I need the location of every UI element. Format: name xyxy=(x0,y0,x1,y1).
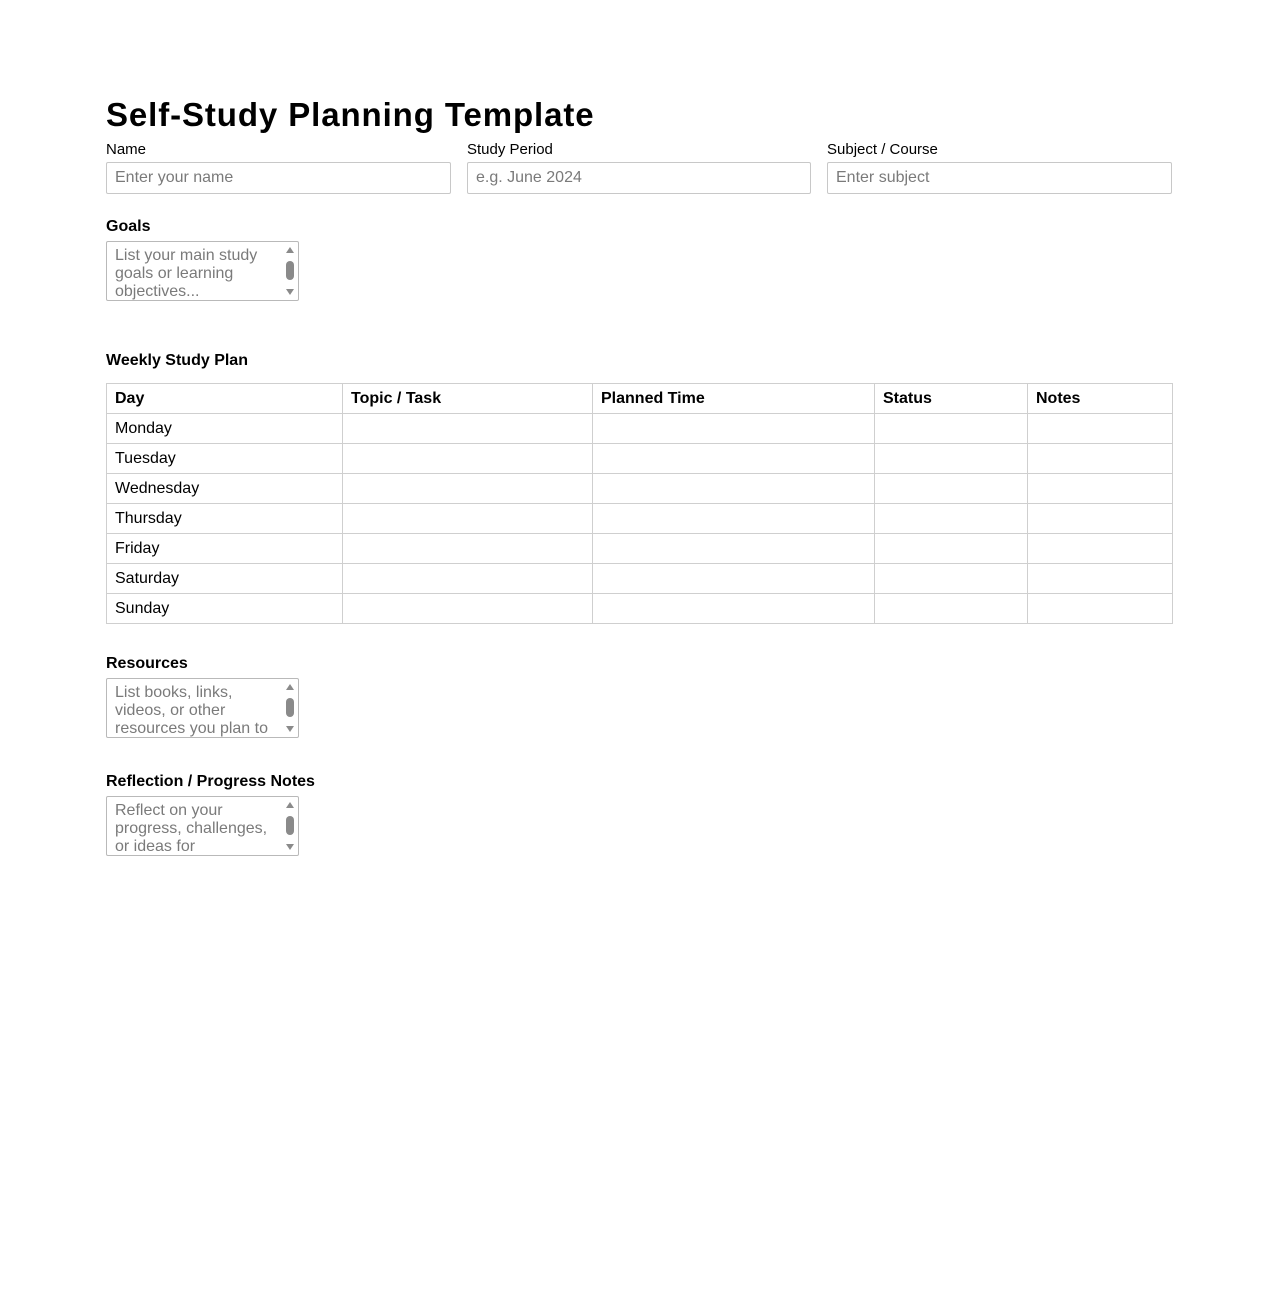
notes-cell[interactable] xyxy=(1028,474,1173,504)
study-period-input[interactable] xyxy=(467,162,811,194)
notes-cell[interactable] xyxy=(1028,414,1173,444)
table-row xyxy=(107,504,1173,534)
notes-cell[interactable] xyxy=(1028,444,1173,474)
name-label: Name xyxy=(106,141,147,158)
scroll-down-arrow-icon[interactable] xyxy=(286,844,294,850)
day-cell: Monday xyxy=(107,414,343,444)
day-cell: Thursday xyxy=(107,504,343,534)
planned-time-cell[interactable] xyxy=(593,474,875,504)
notes-cell[interactable] xyxy=(1028,534,1173,564)
status-cell[interactable] xyxy=(875,594,1028,624)
day-cell: Sunday xyxy=(107,594,343,624)
table-row xyxy=(107,564,1173,594)
topic-cell[interactable] xyxy=(343,534,593,564)
scroll-thumb[interactable] xyxy=(286,698,294,717)
reflection-textarea[interactable] xyxy=(106,796,299,856)
column-header-day: Day xyxy=(107,384,343,414)
table-header-row xyxy=(107,384,1173,414)
resources-scrollbar[interactable] xyxy=(284,681,296,735)
table-row xyxy=(107,474,1173,504)
day-cell: Friday xyxy=(107,534,343,564)
status-cell[interactable] xyxy=(875,504,1028,534)
planned-time-cell[interactable] xyxy=(593,594,875,624)
status-cell[interactable] xyxy=(875,414,1028,444)
planned-time-cell[interactable] xyxy=(593,444,875,474)
day-cell: Wednesday xyxy=(107,474,343,504)
name-input[interactable] xyxy=(106,162,451,194)
scroll-thumb[interactable] xyxy=(286,261,294,280)
planned-time-cell[interactable] xyxy=(593,504,875,534)
goals-textarea[interactable] xyxy=(106,241,299,301)
column-header-status: Status xyxy=(875,384,1028,414)
scroll-up-arrow-icon[interactable] xyxy=(286,684,294,690)
topic-cell[interactable] xyxy=(343,594,593,624)
goals-label: Goals xyxy=(106,218,151,235)
table-row xyxy=(107,534,1173,564)
column-header-notes: Notes xyxy=(1028,384,1173,414)
name-field-group xyxy=(106,141,451,194)
notes-cell[interactable] xyxy=(1028,564,1173,594)
day-cell: Tuesday xyxy=(107,444,343,474)
reflection-label: Reflection / Progress Notes xyxy=(106,773,315,790)
reflection-scrollbar[interactable] xyxy=(284,799,296,853)
page-title: Self-Study Planning Template xyxy=(106,96,595,133)
weekly-plan-label: Weekly Study Plan xyxy=(106,352,248,369)
status-cell[interactable] xyxy=(875,564,1028,594)
notes-cell[interactable] xyxy=(1028,594,1173,624)
resources-label: Resources xyxy=(106,655,188,672)
topic-cell[interactable] xyxy=(343,504,593,534)
day-cell: Saturday xyxy=(107,564,343,594)
topic-cell[interactable] xyxy=(343,414,593,444)
goals-placeholder: List your main study goals or learning objectives... xyxy=(115,247,258,300)
subject-label: Subject / Course xyxy=(827,141,938,158)
status-cell[interactable] xyxy=(875,474,1028,504)
planned-time-cell[interactable] xyxy=(593,534,875,564)
scroll-thumb[interactable] xyxy=(286,816,294,835)
study-period-label: Study Period xyxy=(467,141,553,158)
scroll-up-arrow-icon[interactable] xyxy=(286,247,294,253)
notes-cell[interactable] xyxy=(1028,504,1173,534)
column-header-planned-time: Planned Time xyxy=(593,384,875,414)
reflection-placeholder: Reflect on your progress, challenges, or ideas for xyxy=(115,802,268,855)
status-cell[interactable] xyxy=(875,534,1028,564)
subject-field-group xyxy=(827,141,1172,194)
weekly-plan-table xyxy=(106,383,1173,624)
status-cell[interactable] xyxy=(875,444,1028,474)
planned-time-cell[interactable] xyxy=(593,564,875,594)
subject-input[interactable] xyxy=(827,162,1172,194)
resources-placeholder: List books, links, videos, or other resources you plan to xyxy=(115,684,268,737)
topic-cell[interactable] xyxy=(343,564,593,594)
column-header-topic: Topic / Task xyxy=(343,384,593,414)
table-row xyxy=(107,594,1173,624)
goals-scrollbar[interactable] xyxy=(284,244,296,298)
topic-cell[interactable] xyxy=(343,444,593,474)
scroll-down-arrow-icon[interactable] xyxy=(286,289,294,295)
scroll-down-arrow-icon[interactable] xyxy=(286,726,294,732)
topic-cell[interactable] xyxy=(343,474,593,504)
table-row xyxy=(107,414,1173,444)
resources-textarea[interactable] xyxy=(106,678,299,738)
study-period-field-group xyxy=(467,141,811,194)
table-row xyxy=(107,444,1173,474)
planned-time-cell[interactable] xyxy=(593,414,875,444)
scroll-up-arrow-icon[interactable] xyxy=(286,802,294,808)
